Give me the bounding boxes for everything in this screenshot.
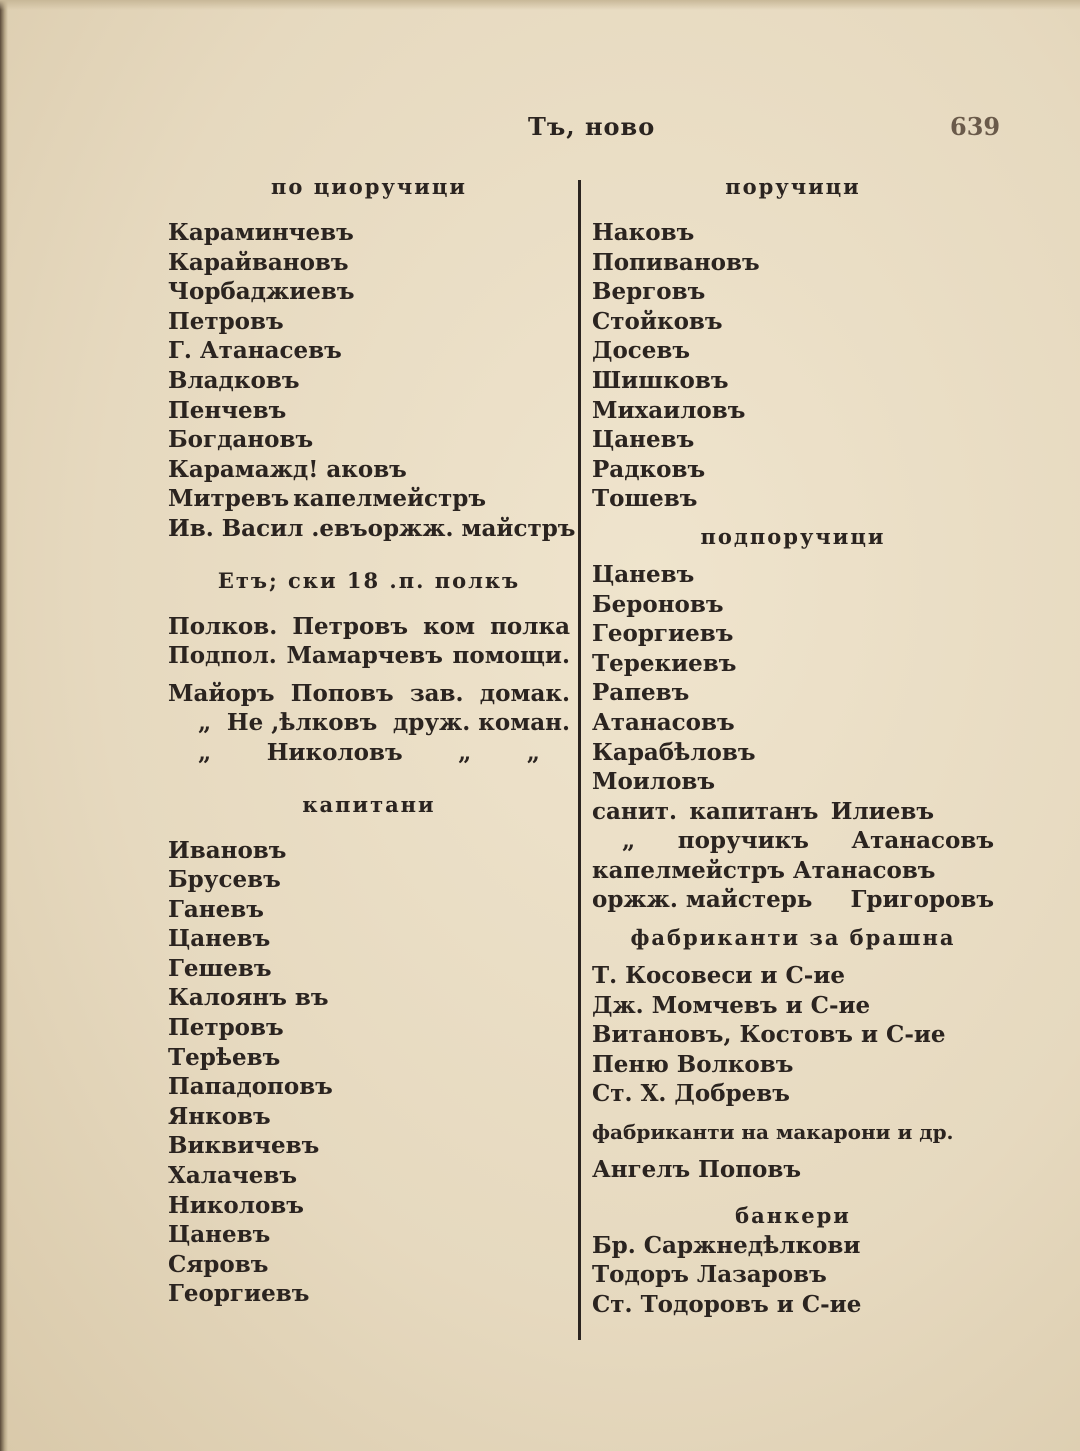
poruchitsi-list bbox=[592, 218, 994, 514]
list-item: Цаневъ bbox=[592, 426, 695, 454]
list-item: Карабѣловъ bbox=[592, 738, 756, 766]
list-item: Брусевъ bbox=[168, 866, 281, 894]
regiment-major-3: „ Николовъ „ „ bbox=[198, 738, 540, 766]
page-title: Тъ, ново bbox=[528, 112, 656, 141]
regiment-major-2: „ Не ,ѣлковъ друж. коман. bbox=[198, 709, 570, 737]
list-item: Пеню Волковъ bbox=[592, 1050, 794, 1078]
list-item: Досевъ bbox=[592, 337, 691, 365]
regiment-deputy: Подпол. Мамарчевъ помощи. bbox=[168, 642, 570, 670]
list-item-matrev: Митревъ капелмейстръ bbox=[168, 485, 486, 513]
heading-kapitani: капитани bbox=[302, 791, 436, 817]
list-item: Гешевъ bbox=[168, 954, 272, 982]
list-item-vasilev: Ив. Васил .евъ оржж. майстръ bbox=[168, 514, 576, 542]
left-column bbox=[168, 172, 576, 1309]
bankers-list bbox=[592, 1231, 994, 1320]
list-item: Халачевъ bbox=[168, 1162, 297, 1190]
list-item: Попивановъ bbox=[592, 248, 760, 276]
heading-flour: фабриканти за брашна bbox=[630, 925, 956, 951]
heading-regiment: Етъ; ски 18 .п. полкъ bbox=[217, 567, 521, 593]
list-item: Петровъ bbox=[168, 1014, 284, 1042]
list-item-sanit-lieutenant: „ поручикъ Атанасовъ bbox=[622, 827, 994, 855]
list-item: Цаневъ bbox=[168, 925, 271, 953]
list-item: Терѣевъ bbox=[168, 1043, 281, 1071]
list-item: Стойковъ bbox=[592, 307, 723, 335]
page-header bbox=[0, 112, 1080, 152]
list-item: Тодоръ Лазаровъ bbox=[592, 1261, 827, 1289]
list-item: Богдановъ bbox=[168, 426, 314, 454]
list-item: Петровъ bbox=[168, 307, 284, 335]
list-item: Ганевъ bbox=[168, 895, 264, 923]
list-item: Ст. Тодоровъ и С-ие bbox=[592, 1290, 862, 1318]
heading-poruchitsi: поручици bbox=[725, 174, 861, 199]
list-item: Георгиевъ bbox=[168, 1280, 310, 1308]
list-item: Виквичевъ bbox=[168, 1132, 320, 1160]
list-item: Тошевъ bbox=[592, 485, 698, 513]
list-item: Ивановъ bbox=[168, 836, 287, 864]
list-item: Моиловъ bbox=[592, 768, 716, 796]
list-item: Караминчевъ bbox=[168, 219, 354, 246]
list-item: Терекиевъ bbox=[592, 649, 737, 677]
list-item: Сяровъ bbox=[168, 1250, 269, 1278]
list-item: Верговъ bbox=[592, 278, 706, 306]
list-item: Ангелъ Поповъ bbox=[592, 1156, 802, 1184]
list-item: Бероновъ bbox=[592, 590, 724, 618]
list-item-sanit-captain: санит. капитанъ Илиевъ bbox=[592, 797, 934, 825]
list-item: Атанасовъ bbox=[592, 708, 735, 736]
list-item: Пападоповъ bbox=[168, 1073, 333, 1101]
macaroni-list bbox=[592, 1155, 994, 1185]
list-item: Николовъ bbox=[168, 1191, 304, 1219]
page-edge-top bbox=[0, 0, 1080, 10]
list-item: Рапевъ bbox=[592, 679, 690, 707]
list-item: Цаневъ bbox=[168, 1221, 271, 1249]
list-item: Радковъ bbox=[592, 455, 706, 483]
podporuchitsi-right-list bbox=[592, 560, 994, 797]
list-item: Наковъ bbox=[592, 219, 695, 246]
list-item: Шишковъ bbox=[592, 366, 729, 394]
list-item: Бр. Саржнедѣлкови bbox=[592, 1231, 861, 1259]
kapitani-list bbox=[168, 836, 570, 1310]
list-item: Георгиевъ bbox=[592, 620, 734, 648]
list-item: Михаиловъ bbox=[592, 396, 746, 424]
list-item: Калоянъ въ bbox=[168, 984, 329, 1012]
list-item-kapel: капелмейстръ Атанасовъ bbox=[592, 856, 936, 884]
heading-podporuchitsi-right: подпоручици bbox=[700, 523, 886, 549]
right-column bbox=[592, 172, 994, 1319]
list-item: Карамажд! аковъ bbox=[168, 455, 407, 483]
list-item: Чорбаджиевъ bbox=[168, 278, 355, 306]
column-divider bbox=[578, 180, 581, 1340]
list-item-orzh: оржж. майстерь Григоровъ bbox=[592, 886, 994, 914]
list-item: Карайвановъ bbox=[168, 248, 349, 276]
list-item: Янковъ bbox=[168, 1102, 271, 1130]
list-item: Ст. Х. Добревъ bbox=[592, 1080, 790, 1108]
podporuchitsi-list bbox=[168, 218, 570, 484]
page-edge-left bbox=[0, 0, 8, 1451]
list-item: Цаневъ bbox=[592, 560, 695, 588]
page-number: 639 bbox=[950, 112, 1001, 141]
regiment-major-1: Майоръ Поповъ зав. домак. bbox=[168, 679, 570, 707]
regiment-commander: Полков. Петровъ ком полка bbox=[168, 612, 570, 640]
list-item: Витановъ, Костовъ и С-ие bbox=[592, 1021, 946, 1049]
heading-macaroni: фабриканти на макарони и др. bbox=[592, 1120, 954, 1145]
heading-bankers: банкери bbox=[735, 1202, 851, 1228]
list-item: Г. Атанасевъ bbox=[168, 337, 342, 365]
list-item: Владковъ bbox=[168, 366, 300, 394]
list-item: Т. Косовеси и С-ие bbox=[592, 962, 846, 990]
list-item: Пенчевъ bbox=[168, 396, 287, 424]
heading-podporuchitsi-left: по циоручици bbox=[271, 174, 467, 199]
flour-list bbox=[592, 961, 994, 1109]
list-item: Дж. Момчевъ и С-ие bbox=[592, 991, 871, 1019]
